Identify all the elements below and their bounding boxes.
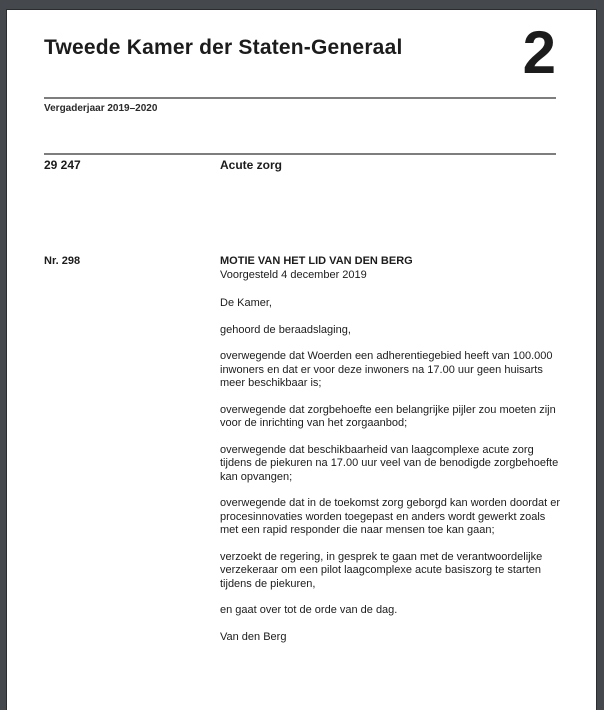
motion-paragraph: overwegende dat zorgbehoefte een belangrijke pijler zou moeten zijn voor de inrichting van het zorgaanbod; (220, 403, 556, 429)
motion-proposed-date: Voorgesteld 4 december 2019 (220, 268, 367, 281)
motion-body (220, 255, 560, 657)
dossier-subject: Acute zorg (220, 158, 283, 172)
motion-paragraph: verzoekt de regering, in gesprek te gaan met de verantwoordelijke verzekeraar om een pilot laagcomplexe acute basiszorg te starten tijdens de piekuren, (220, 550, 543, 590)
motion-paragraph: overwegende dat in de toekomst zorg geborgd kan worden doordat er procesinnovaties worden toegepast en anders wordt gewerkt zoals met een rapid responder die naar mensen toe kan gaan; (220, 497, 560, 536)
dossier-number: 29 247 (44, 158, 81, 172)
chamber-number: 2 (522, 19, 556, 86)
motion-paragraphs (220, 297, 560, 644)
motion-paragraph: gehoord de beraadslaging, (220, 323, 351, 336)
header-divider (44, 97, 556, 99)
motion-paragraph: overwegende dat beschikbaarheid van laagcomplexe acute zorg tijdens de piekuren na 17.00 uur veel van de benodigde zorgbehoefte kan opvangen; (220, 443, 559, 483)
motion-number-label: Nr. 298 (44, 255, 81, 267)
motion-heading: MOTIE VAN HET LID VAN DEN BERG (220, 255, 413, 267)
dossier-divider (44, 153, 556, 155)
document-page (7, 10, 596, 710)
motion-paragraph: overwegende dat Woerden een adherentiegebied heeft van 100.000 inwoners en dat er voor deze inwoners na 17.00 uur geen huisarts meer beschikbaar is; (220, 350, 553, 389)
motion-paragraph: en gaat over tot de orde van de dag. (220, 604, 398, 616)
session-year-label: Vergaderjaar 2019–2020 (44, 103, 158, 114)
document-title: Tweede Kamer der Staten-Generaal (44, 36, 403, 59)
motion-paragraph: De Kamer, (220, 297, 272, 309)
motion-paragraph: Van den Berg (220, 630, 287, 643)
